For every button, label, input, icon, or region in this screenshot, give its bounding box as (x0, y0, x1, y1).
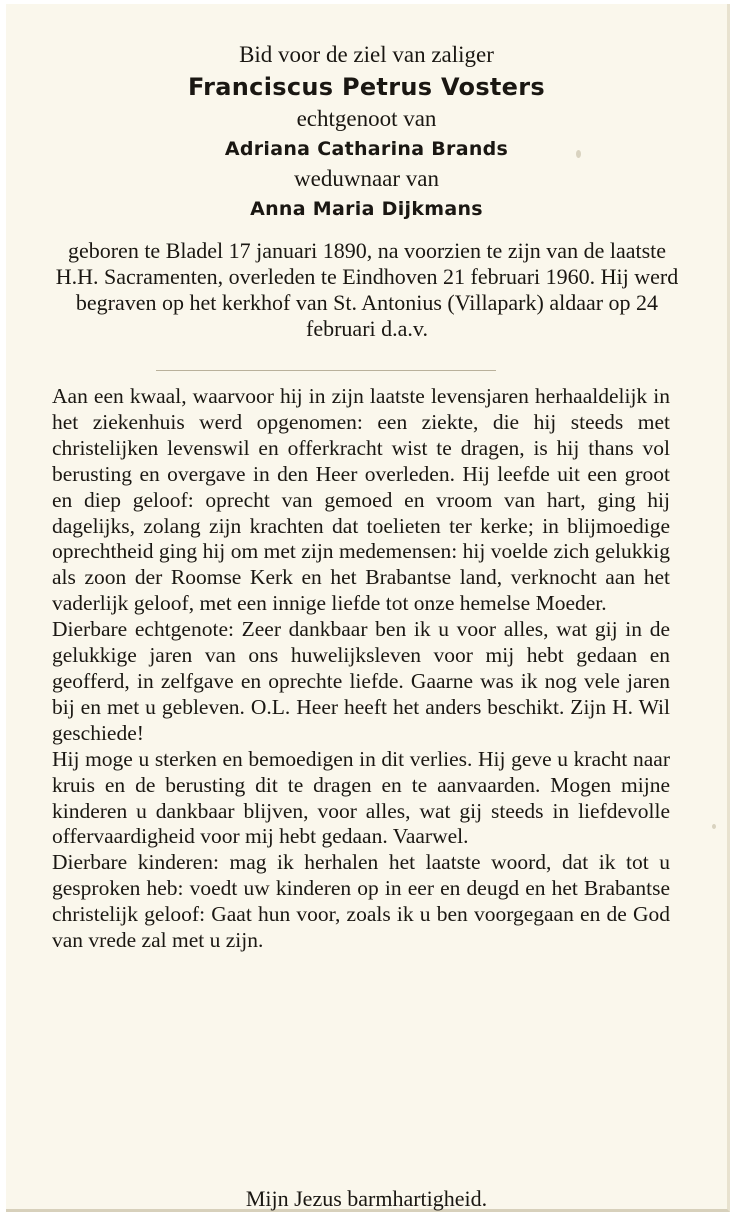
relation-line-2: weduwnaar van (294, 166, 439, 191)
closing-prayer: Mijn Jezus barmhartigheid. (245, 1186, 488, 1211)
birth-death-details: geboren te Bladel 17 januari 1890, na voorzien te zijn van de laatste H.H. Sacramenten, overleden te Eindhoven 21 februari 1960. Hij werd begraven op het kerkhof van St. Antonius (Villapark) aldaar op 24 februari d.a.v. (55, 238, 679, 341)
deceased-name: Franciscus Petrus Vosters (188, 73, 545, 101)
spouse-name-2: Anna Maria Dijkmans (250, 198, 483, 220)
memorial-card (6, 4, 730, 1212)
body-paragraph: Dierbare kinderen: mag ik herhalen het laatste woord, dat ik tot u gesproken heb: voedt uw kinderen op in eer en deugd en het Brabantse christelijk geloof: Gaat hun voor, zoals ik u ben voorgegaan en de God van vrede zal met u zijn. (52, 850, 670, 953)
intro-line: Bid voor de ziel van zaliger (239, 42, 494, 67)
body-paragraph: Dierbare echtgenote: Zeer dankbaar ben ik u voor alles, wat gij in de gelukkige jaren van ons huwelijksleven voor mij hebt gedaan en geofferd, in zelfgave en oprechte liefde. Gaarne was ik nog vele jaren bij en met u gebleven. O.L. Heer heeft het anders beschikt. Zijn H. Wil geschiede! (52, 617, 670, 745)
card-header (6, 40, 727, 224)
body-paragraph: Aan een kwaal, waarvoor hij in zijn laatste levensjaren herhaaldelijk in het ziekenhuis werd opgenomen: een ziekte, die hij steeds met christelijken levenswil en offerkracht wist te dragen, is hij thans vol berusting en overgave in den Heer overleden. Hij leefde uit een groot en diep geloof: oprecht van gemoed en vroom van hart, ging hij dagelijks, zolang zijn krachten dat toelieten ter kerke; in blijmoedige oprechtheid ging hij om met zijn medemensen: hij voelde zich gelukkig als zoon der Roomse Kerk en het Brabantse land, verknocht aan het vaderlijk geloof, met een innige liefde tot onze hemelse Moeder. (52, 384, 670, 616)
relation-line-1: echtgenoot van (296, 106, 437, 131)
paper-smudge (712, 824, 716, 829)
body-text (52, 384, 670, 954)
divider-line (156, 370, 496, 371)
body-paragraph: Hij moge u sterken en bemoedigen in dit verlies. Hij geve u kracht naar kruis en de berusting dit te dragen en te aanvaarden. Mogen mijne kinderen u dankbaar blijven, voor alles, wat gij steeds in liefdevolle offervaardigheid voor mij hebt gedaan. Vaarwel. (52, 746, 670, 849)
spouse-name-1: Adriana Catharina Brands (224, 138, 509, 160)
